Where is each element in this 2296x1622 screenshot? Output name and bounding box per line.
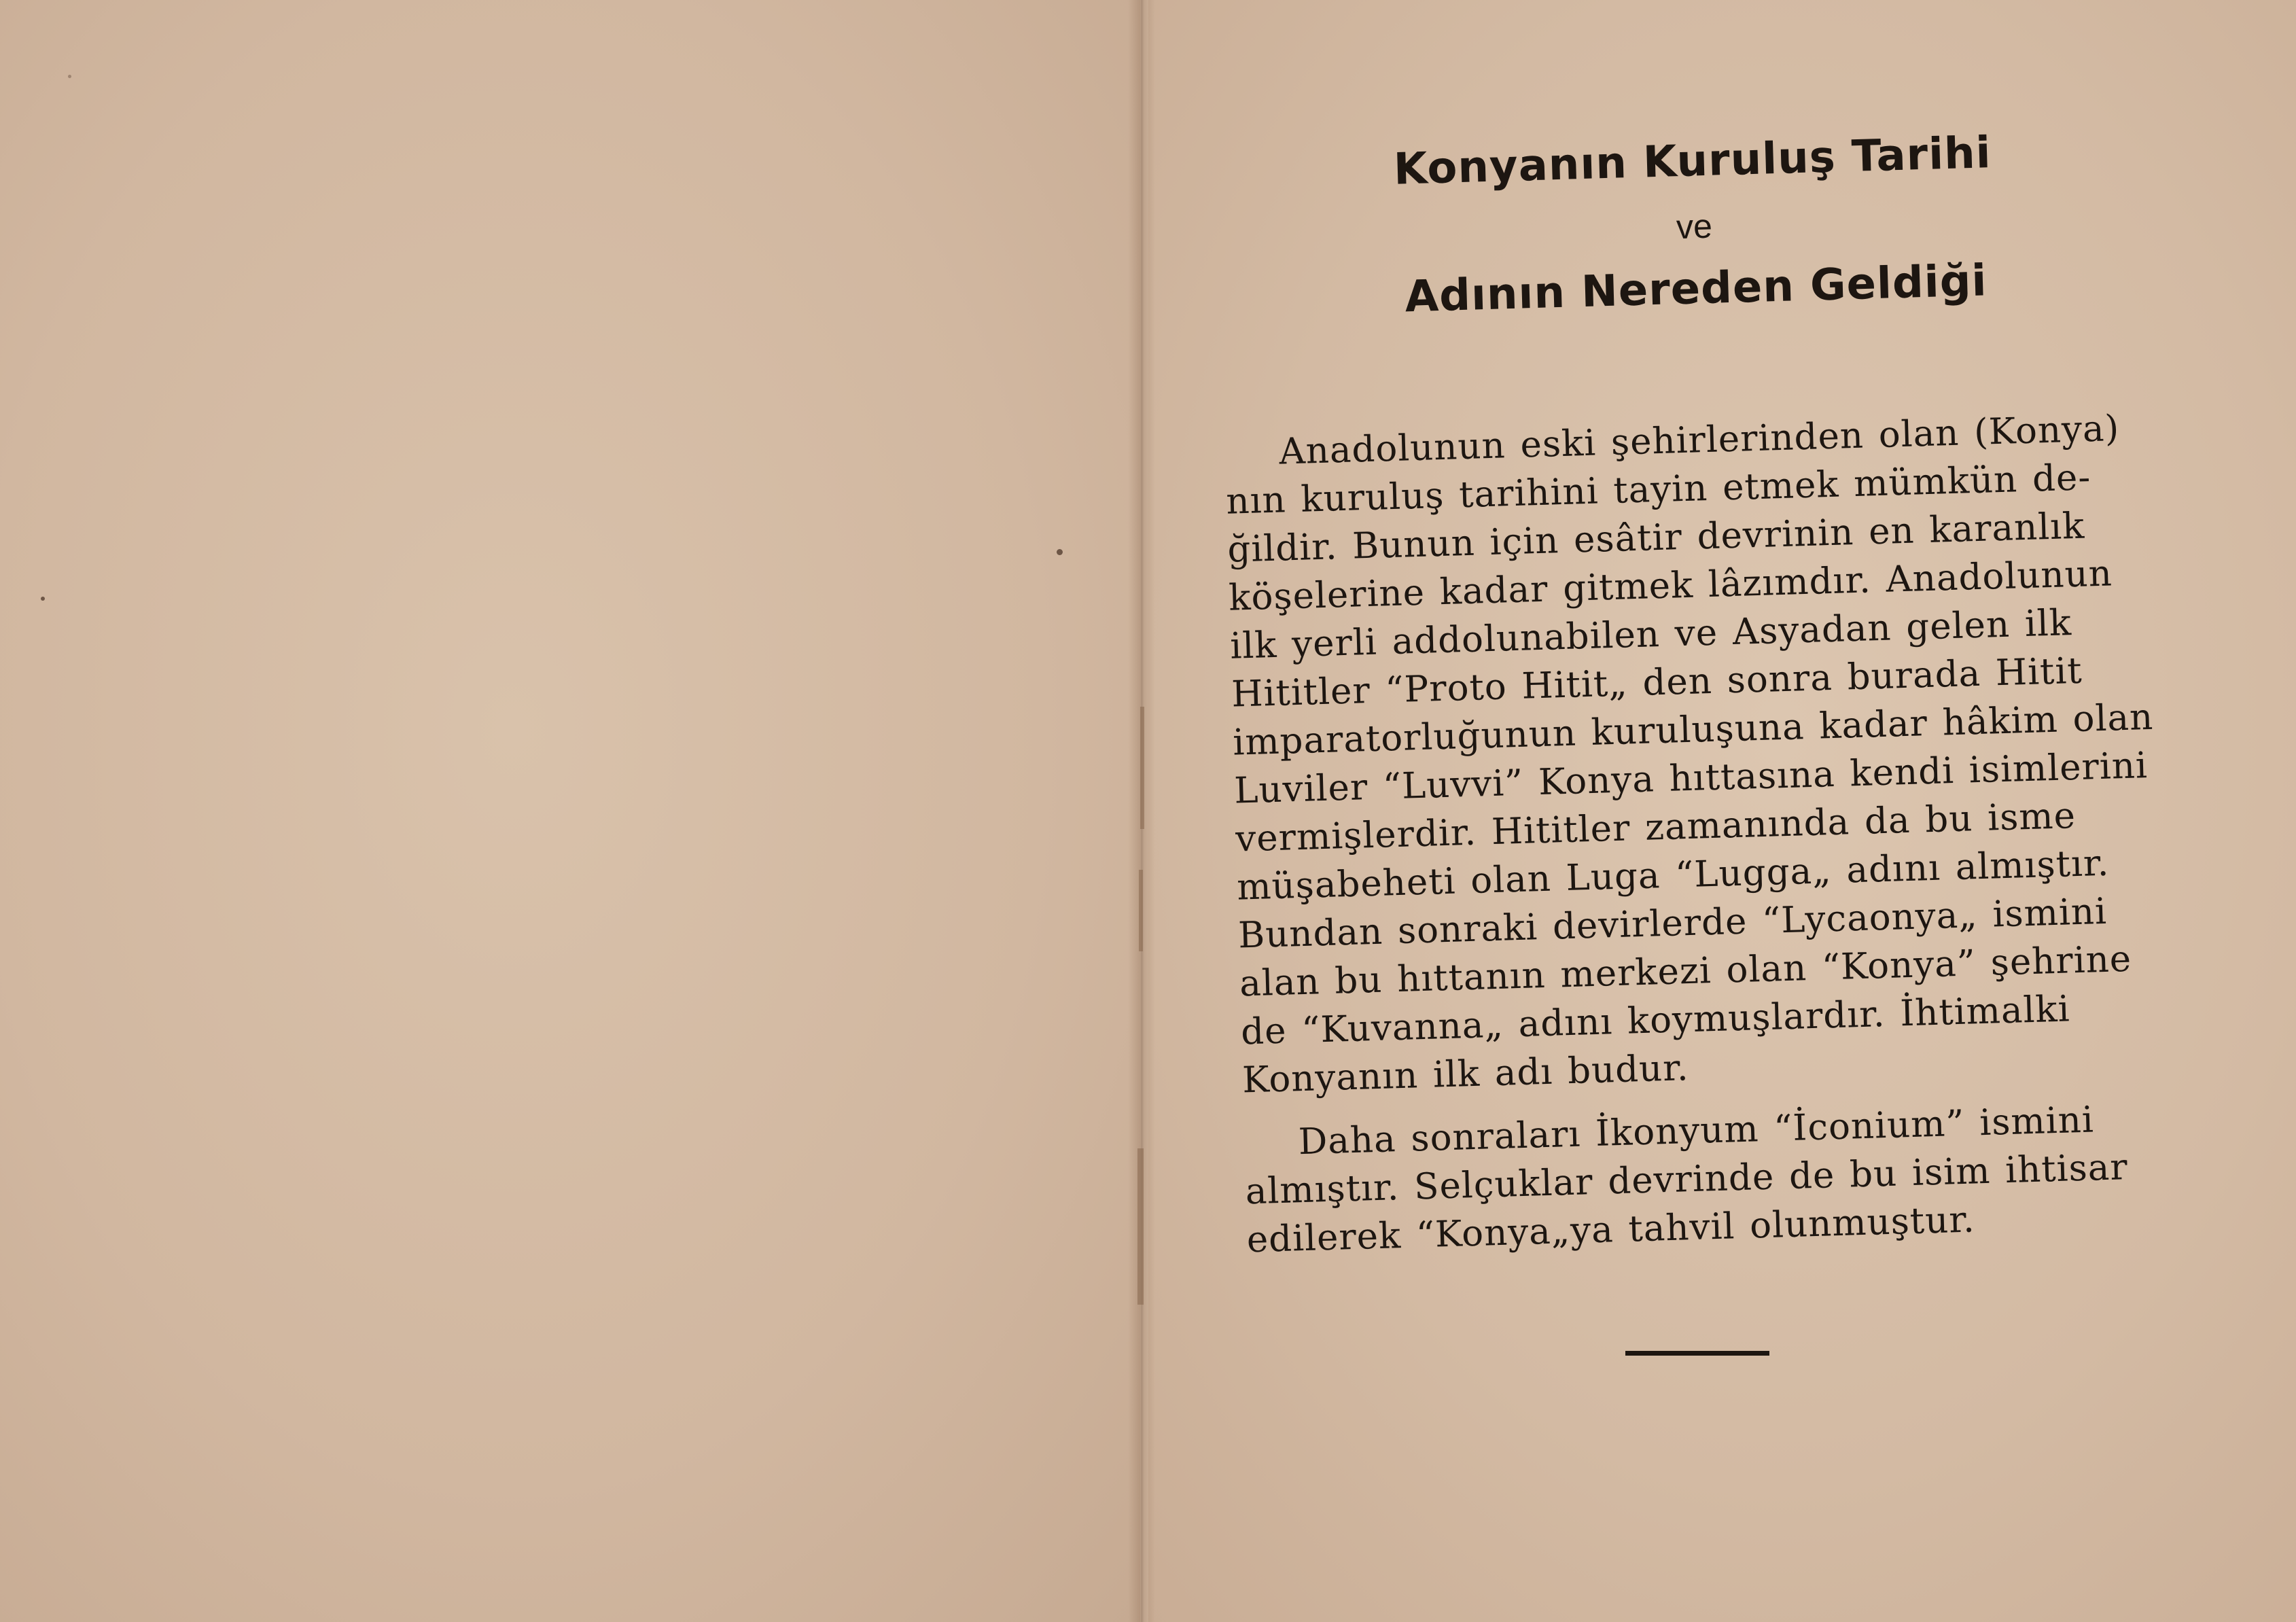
paragraph-1 [1224,403,2194,1105]
text-line: edilerek “Konya„ya tahvil olunmuştur. [1246,1199,1976,1261]
title-line-2: Adının Nereden Geldiği [1404,255,1988,323]
text-line: imparatorluğunun kuruluşuna kadar hâkim olan [1232,696,2154,764]
text-line: vermişlerdir. Hititler zamanında da bu isme [1235,795,2077,860]
text-line: ğildir. Bunun için esâtir devrinin en karanlık [1226,505,2085,571]
text-line: Hititler “Proto Hitit„ den sonra burada Hitit [1231,650,2083,716]
text-line: ilk yerli addolunabilen ve Asyadan gelen ilk [1229,602,2072,667]
text-line: de “Kuvanna„ adını koymuşlardır. İhtimalki [1240,988,2071,1053]
text-line: almıştır. Selçuklar devrinde de bu isim ihtisar [1244,1146,2129,1213]
text-line: Luviler “Luvvi” Konya hıttasına kendi isimlerini [1233,745,2149,812]
text-line: nın kuruluş tarihini tayin etmek mümkün de- [1225,457,2092,523]
binding-mark [1140,707,1144,829]
text-line: Bundan sonraki devirlerde “Lycaonya„ ismini [1237,890,2108,957]
text-line: köşelerine kadar gitmek lâzımdır. Anadolunun [1228,552,2113,619]
paper-speck [68,75,71,78]
text-line: Anadolunun eski şehirlerinden olan (Konya) [1278,408,2121,473]
paper-speck [41,597,45,601]
binding-mark [1139,870,1143,951]
article [1216,123,2198,1264]
left-blank-page [0,0,1140,1622]
text-line: alan bu hıttanın merkezi olan “Konya” şehrine [1239,938,2132,1005]
title-line-1: Konyanın Kuruluş Tarihi [1392,128,1992,195]
paper-speck [1057,549,1063,555]
end-rule [1625,1351,1769,1356]
text-line: Daha sonraları İkonyum “İconium” ismini [1297,1099,2095,1163]
title-connector: ve [1676,207,1713,247]
text-line: müşabeheti olan Luga “Lugga„ adını almıştır. [1236,842,2110,909]
paragraph-2 [1243,1093,2198,1264]
text-line: Konyanın ilk adı budur. [1241,1047,1690,1101]
book-gutter [1128,0,1155,1622]
binding-mark [1137,1148,1144,1305]
